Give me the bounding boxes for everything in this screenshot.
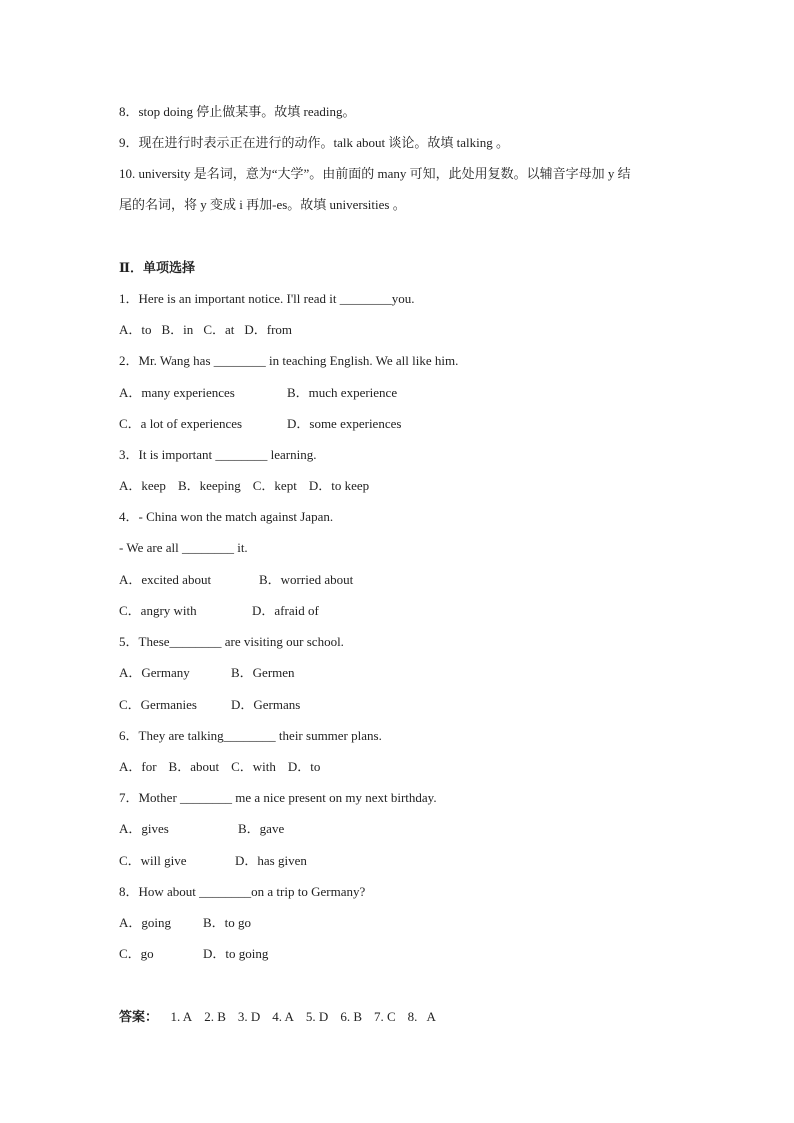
answer-item: 6. B [340,1009,362,1024]
question-6-stem: 6．They are talking________ their summer plans. [119,728,382,743]
question-8-options-row1 [119,915,251,931]
option-c: C．go [119,946,154,961]
answer-item: 8. A [407,1009,436,1024]
answer-item: 5. D [305,1009,329,1024]
option-a: A．going [119,915,172,930]
question-4-stem: 4．- China won the match against Japan. [119,509,334,524]
option-a: A．excited about [119,572,212,587]
option-d: D．Germans [231,697,301,712]
option-a: A．many experiences [119,385,235,400]
answer-item: 1. A [170,1009,193,1024]
section-title: Ⅱ．单项选择 [119,260,195,275]
explanation-10-line2: 尾的名词，将 y 变成 i 再加-es。故填 universities 。 [119,197,406,212]
option-c: C．at [203,322,235,337]
explanation-8: 8．stop doing 停止做某事。故填 reading。 [119,104,356,119]
option-d: D．to [287,759,321,774]
option-c: C．will give [119,853,187,868]
option-a: A．keep [119,478,166,493]
option-b: B．about [168,759,220,774]
option-d: D．from [244,322,293,337]
explanation-9: 9．现在进行时表示正在进行的动作。talk about 谈论。故填 talking 。 [119,135,509,150]
option-a: A．for [119,759,157,774]
answer-item: 7. C [373,1009,396,1024]
option-b: B．Germen [231,665,295,680]
question-3-stem: 3．It is important ________ learning. [119,447,317,462]
question-2-options-row1 [119,385,397,401]
question-5-options-row1 [119,665,295,681]
question-6-options [119,759,320,775]
option-b: B．keeping [177,478,241,493]
explanation-10-line1: 10. university 是名词，意为“大学”。由前面的 many 可知，此处用复数。以辅音字母加 y 结 [119,166,631,181]
option-b: B．to go [203,915,252,930]
option-a: A．to [119,322,152,337]
answer-key-label: 答案： [119,1009,159,1024]
question-1-options [119,322,292,338]
option-a: A．gives [119,821,169,836]
answer-item: 2. B [204,1009,226,1024]
option-b: B．much experience [287,385,398,400]
question-7-stem: 7．Mother ________ me a nice present on my next birthday. [119,790,437,805]
answer-item: 4. A [272,1009,294,1024]
question-2-stem: 2．Mr. Wang has ________ in teaching English. We all like him. [119,353,459,368]
answer-key [119,1009,436,1025]
option-a: A．Germany [119,665,190,680]
question-4-options-row2 [119,603,319,619]
question-4-stem-2: - We are all ________ it. [119,540,248,555]
question-4-options-row1 [119,572,353,588]
option-c: C．kept [252,478,297,493]
option-d: D．has given [235,853,307,868]
question-7-options-row1 [119,821,284,837]
option-c: C．Germanies [119,697,197,712]
question-1-stem: 1．Here is an important notice. I'll read it ________you. [119,291,415,306]
option-d: D．to going [203,946,269,961]
option-d: D．some experiences [287,416,402,431]
option-b: B．worried about [259,572,354,587]
question-5-options-row2 [119,697,300,713]
question-2-options-row2 [119,416,401,432]
answer-item: 3. D [237,1009,261,1024]
question-8-options-row2 [119,946,268,962]
option-b: B．in [161,322,194,337]
option-c: C．a lot of experiences [119,416,243,431]
question-8-stem: 8．How about ________on a trip to Germany? [119,884,366,899]
option-d: D．afraid of [252,603,319,618]
question-7-options-row2 [119,853,307,869]
option-c: C．with [231,759,276,774]
question-5-stem: 5．These________ are visiting our school. [119,634,344,649]
option-c: C．angry with [119,603,197,618]
option-b: B．gave [238,821,285,836]
option-d: D．to keep [308,478,370,493]
question-3-options [119,478,369,494]
